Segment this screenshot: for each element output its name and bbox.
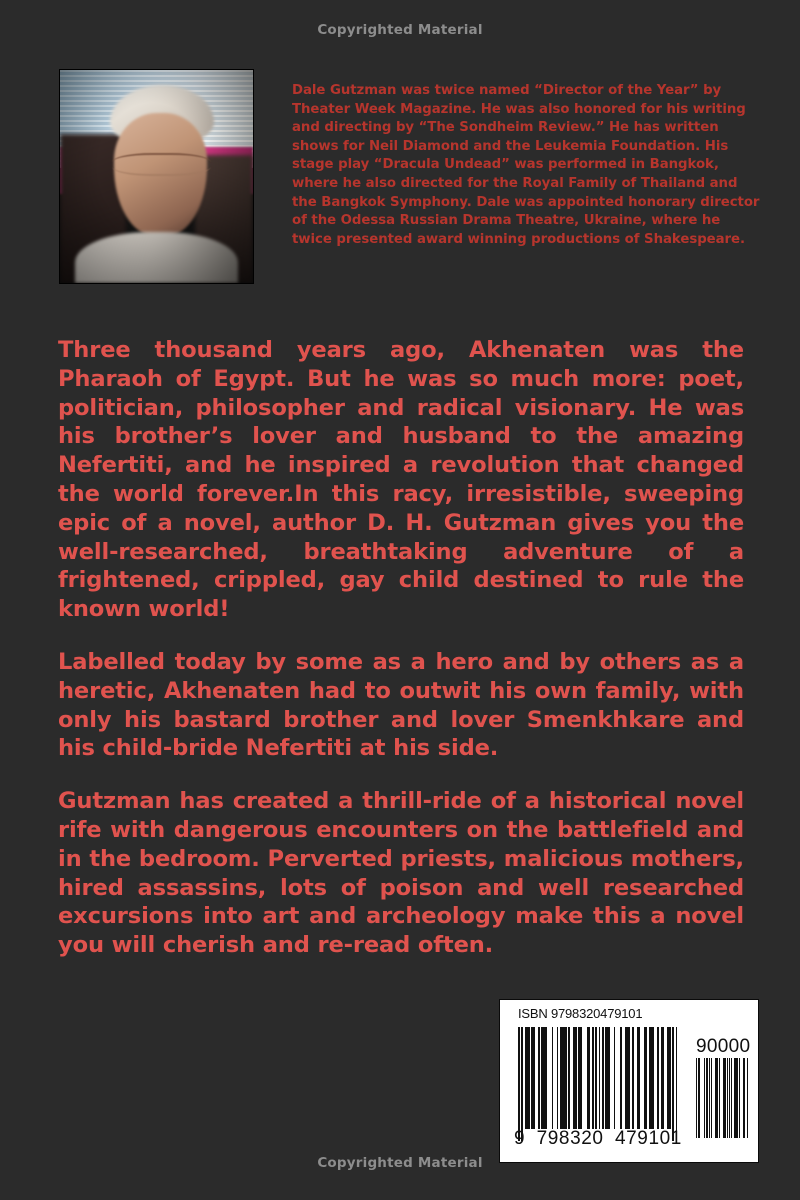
blurb-paragraph-1: Three thousand years ago, Akhenaten was the Pharaoh of Egypt. But he was so much more: poet, politician, philosopher and radical visionary. He was his brother’s lover and husband to the amazing Nefertiti, and he inspired a revolution that changed the world forever.In this racy, irresistible, sweeping epic of a novel, author D. H. Gutzman gives you the well-researched, breathtaking adventure of a frightened, crippled, gay child destined to rule the known world! (58, 337, 744, 623)
ean13-digit-group-2: 798320 (536, 1128, 604, 1149)
price-addon-label: 90000 (696, 1036, 751, 1057)
author-block (60, 70, 760, 285)
isbn-barcode (500, 1000, 758, 1162)
barcode-bar (560, 1027, 567, 1129)
author-portrait-image (60, 70, 253, 283)
photo-vignette (60, 70, 253, 283)
ean13-digit-group-1: 9 (514, 1128, 526, 1149)
copyright-watermark-top: Copyrighted Material (317, 22, 483, 38)
ean13-bars (518, 1027, 678, 1129)
blurb-paragraph-3: Gutzman has created a thrill-ride of a historical novel rife with dangerous encounters on the battlefield and in the bedroom. Perverted priests, malicious mothers, hired assassins, lots of poison and well researched excursions into art and archeology make this a novel you will cherish and re-read often. (58, 788, 744, 959)
copyright-watermark-bottom: Copyrighted Material (317, 1155, 483, 1171)
barcode-bar (747, 1058, 748, 1138)
price-addon-bars (696, 1058, 748, 1138)
blurb-paragraph-2: Labelled today by some as a hero and by others as a heretic, Akhenaten had to outwit his own family, with only his bastard brother and lover Smenkhkare and his child-bride Nefertiti at his side. (58, 648, 744, 762)
author-bio-text: Dale Gutzman was twice named “Director of the Year” by Theater Week Magazine. He was also honored for his writing and directing by “The Sondheim Review.” He has written shows for Neil Diamond and the Leukemia Foundation. His stage play “Dracula Undead” was performed in Bangkok, where he also directed for the Royal Family of Thailand and the Bangkok Symphony. Dale was appointed honorary director of the Odessa Russian Drama Theatre, Ukraine, where he twice presented award winning productions of Shakespeare. (292, 83, 760, 247)
ean13-digit-group-3: 479101 (614, 1128, 682, 1149)
author-photo (60, 70, 253, 283)
barcode-bar (676, 1027, 678, 1141)
isbn-number-label: ISBN 9798320479101 (518, 1006, 643, 1021)
blurb-section (58, 336, 744, 960)
ean13-digits (514, 1128, 682, 1150)
